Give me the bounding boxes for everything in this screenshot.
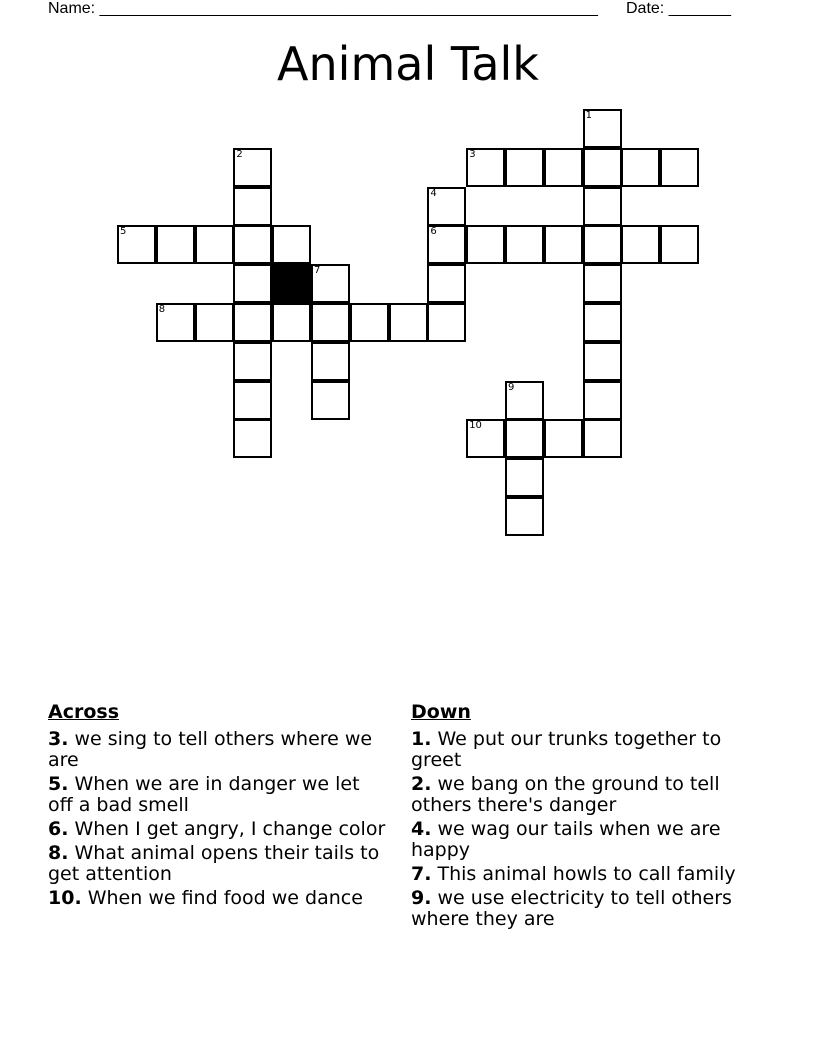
clue-item [48,819,388,840]
clue-text: When we find food we dance [87,887,363,909]
grid-cell[interactable] [466,419,505,458]
clue-number: 4 [430,187,437,199]
grid-cell[interactable] [544,148,583,187]
clue-item [411,888,751,930]
clue-number: 3. [48,728,69,750]
clue-number: 6 [430,226,437,238]
grid-cell[interactable] [621,148,660,187]
clue-number: 9. [411,887,432,909]
grid-cell[interactable] [583,148,622,187]
clue-number: 5. [48,773,69,795]
clue-text: What animal opens their tails to get attention [48,842,380,885]
grid-cell[interactable] [233,187,272,226]
clue-number: 1 [585,110,592,121]
across-heading: Across [48,701,120,723]
grid-cell[interactable] [195,303,234,342]
clue-number: 7. [411,863,432,885]
grid-cell[interactable] [233,342,272,381]
grid-cell[interactable] [505,148,544,187]
clue-number: 7 [314,265,321,277]
clue-item [48,843,388,885]
grid-cell[interactable] [621,225,660,264]
grid-cell[interactable] [427,264,466,303]
grid-cell[interactable] [583,109,622,148]
grid-cell[interactable] [233,419,272,458]
clue-number: 5 [120,226,127,238]
grid-cell[interactable] [583,381,622,420]
grid-cell[interactable] [544,419,583,458]
grid-cell[interactable] [583,225,622,264]
grid-cell[interactable] [505,458,544,497]
grid-cell[interactable] [117,225,156,264]
clue-text: This animal howls to call family [437,863,736,885]
grid-cell[interactable] [544,225,583,264]
clue-text: we sing to tell others where we are [48,728,373,771]
grid-cell[interactable] [427,187,466,226]
grid-cell[interactable] [156,303,195,342]
grid-cell[interactable] [505,497,544,536]
grid-cell[interactable] [389,303,428,342]
down-clue-list [411,729,751,930]
clue-number: 6. [48,818,69,840]
clue-item [411,819,751,861]
grid-black-square [272,264,311,303]
clue-text: When I get angry, I change color [74,818,386,840]
grid-cell[interactable] [505,225,544,264]
across-clues [48,702,388,912]
clue-number: 10. [48,887,82,909]
grid-cell[interactable] [233,303,272,342]
grid-cell[interactable] [427,303,466,342]
grid-cell[interactable] [272,225,311,264]
grid-cell[interactable] [233,225,272,264]
grid-cell[interactable] [311,264,350,303]
across-clue-list [48,729,388,909]
clue-text: When we are in danger we let off a bad smell [48,773,360,816]
name-field-label[interactable]: Name: ________________________________________________________ [48,0,598,17]
grid-cell[interactable] [427,225,466,264]
grid-cell[interactable] [660,148,699,187]
clue-item [411,864,751,885]
clue-item [48,774,388,816]
grid-cell[interactable] [583,264,622,303]
grid-cell[interactable] [583,342,622,381]
grid-cell[interactable] [583,187,622,226]
clue-number: 2 [236,148,243,160]
grid-cell[interactable] [660,225,699,264]
down-clues [411,702,751,933]
grid-cell[interactable] [583,303,622,342]
clue-number: 3 [469,148,476,160]
clue-item [411,774,751,816]
grid-cell[interactable] [583,419,622,458]
date-field-label[interactable]: Date: _______ [626,0,731,17]
grid-cell[interactable] [311,342,350,381]
clue-text: we use electricity to tell others where they are [411,887,732,930]
grid-cell[interactable] [466,148,505,187]
clue-text: we wag our tails when we are happy [411,818,721,861]
clue-number: 4. [411,818,432,840]
grid-cell[interactable] [233,264,272,303]
clue-number: 9 [508,381,515,393]
grid-cell[interactable] [505,381,544,420]
clue-text: We put our trunks together to greet [411,728,722,771]
clue-number: 1. [411,728,432,750]
grid-cell[interactable] [311,381,350,420]
grid-cell[interactable] [233,381,272,420]
page-title: Animal Talk [277,37,539,91]
grid-cell[interactable] [350,303,389,342]
grid-cell[interactable] [466,225,505,264]
clue-item [411,729,751,771]
grid-cell[interactable] [311,303,350,342]
grid-cell[interactable] [233,148,272,187]
clue-number: 8 [158,304,166,315]
grid-cell[interactable] [505,419,544,458]
clue-item [48,729,388,771]
down-heading: Down [411,701,471,723]
grid-cell[interactable] [272,303,311,342]
clue-number: 2. [411,773,432,795]
grid-cell[interactable] [195,225,234,264]
clue-item [48,888,388,909]
grid-cell[interactable] [156,225,195,264]
clue-number: 10 [469,420,482,432]
clue-number: 8. [48,842,69,864]
clue-text: we bang on the ground to tell others there's danger [411,773,720,816]
